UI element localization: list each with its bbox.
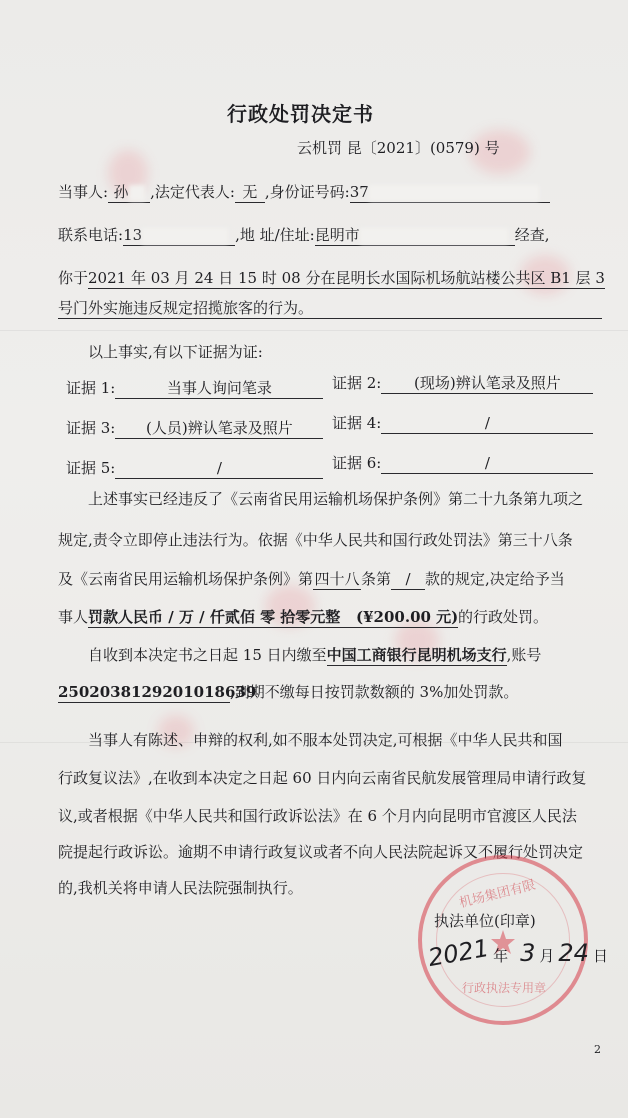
violation-line-1: 上述事实已经违反了《云南省民用运输机场保护条例》第二十九条第九项之: [88, 490, 584, 508]
handwritten-year: 2021: [426, 933, 492, 973]
redaction-blur: [360, 228, 508, 244]
redaction-blur: [129, 185, 145, 201]
handwritten-day: 24: [558, 939, 589, 967]
evidence-1: 证据 1: 当事人询问笔录: [66, 378, 323, 399]
seal-top-text: 机场集团有限: [457, 877, 538, 912]
violation-line-4: 事人罚款人民币 / 万 / 仟贰佰 零 拾零元整 (¥200.00 元)的行政处罚。: [58, 608, 549, 626]
rights-line-1: 当事人有陈述、申辩的权利,如不服本处罚决定,可根据《中华人民共和国: [88, 731, 563, 749]
evidence-4: 证据 4: /: [332, 413, 593, 434]
rights-line-5: 的,我机关将申请人民法院强制执行。: [58, 879, 303, 897]
party-line-2: 联系电话:13 ,地 址/住址:昆明市 经查,: [58, 226, 550, 244]
evidence-intro: 以上事实,有以下证据为证:: [88, 343, 263, 361]
handwritten-month: 3: [520, 939, 536, 967]
party-line-1: 当事人: 孙 ,法定代表人: 无 ,身份证号码:37: [58, 182, 550, 203]
facts-line-1: 你于2021 年 03 月 24 日 15 时 08 分在昆明长水国际机场航站楼公共区 B1 层 3: [58, 269, 605, 287]
redaction-blur: [142, 228, 228, 244]
facts-line-2: 号门外实施违反规定招揽旅客的行为。: [58, 298, 602, 319]
evidence-5: 证据 5: /: [66, 458, 323, 479]
rights-line-2: 行政复议法》,在收到本决定之日起 60 日内向云南省民航发展管理局申请行政复: [58, 769, 587, 787]
evidence-2: 证据 2: (现场)辨认笔录及照片: [332, 373, 593, 394]
document-title: 行政处罚决定书: [227, 102, 374, 126]
violation-line-3: 及《云南省民用运输机场保护条例》第四十八 条第 / 款的规定,决定给予当: [58, 570, 565, 588]
evidence-6: 证据 6: /: [332, 453, 593, 474]
violation-line-2: 规定,责令立即停止违法行为。依据《中华人民共和国行政处罚法》第三十八条: [58, 531, 573, 549]
page-number: 2: [594, 1043, 601, 1056]
rights-line-4: 院提起行政诉讼。逾期不申请行政复议或者不向人民法院起诉又不履行处罚决定: [58, 843, 584, 861]
redaction-blur: [369, 185, 539, 201]
seal-bottom-text: 行政执法专用章: [462, 981, 547, 995]
evidence-3: 证据 3: (人员)辨认笔录及照片: [66, 418, 323, 439]
reference-number: 云机罚 昆〔2021〕(0579) 号: [297, 139, 500, 157]
payment-line-1: 自收到本决定书之日起 15 日内缴至中国工商银行昆明机场支行,账号: [88, 646, 542, 664]
signature-date: 2021 年 3 月 24 日: [426, 933, 608, 973]
payment-line-2: 2502038129201018639,到期不缴每日按罚款数额的 3%加处罚款。: [58, 683, 519, 701]
paper-fold-line: [0, 330, 628, 331]
rights-line-3: 议,或者根据《中华人民共和国行政诉讼法》在 6 个月内向昆明市官渡区人民法: [58, 807, 577, 825]
enforcement-unit-label: 执法单位(印章): [434, 912, 536, 930]
